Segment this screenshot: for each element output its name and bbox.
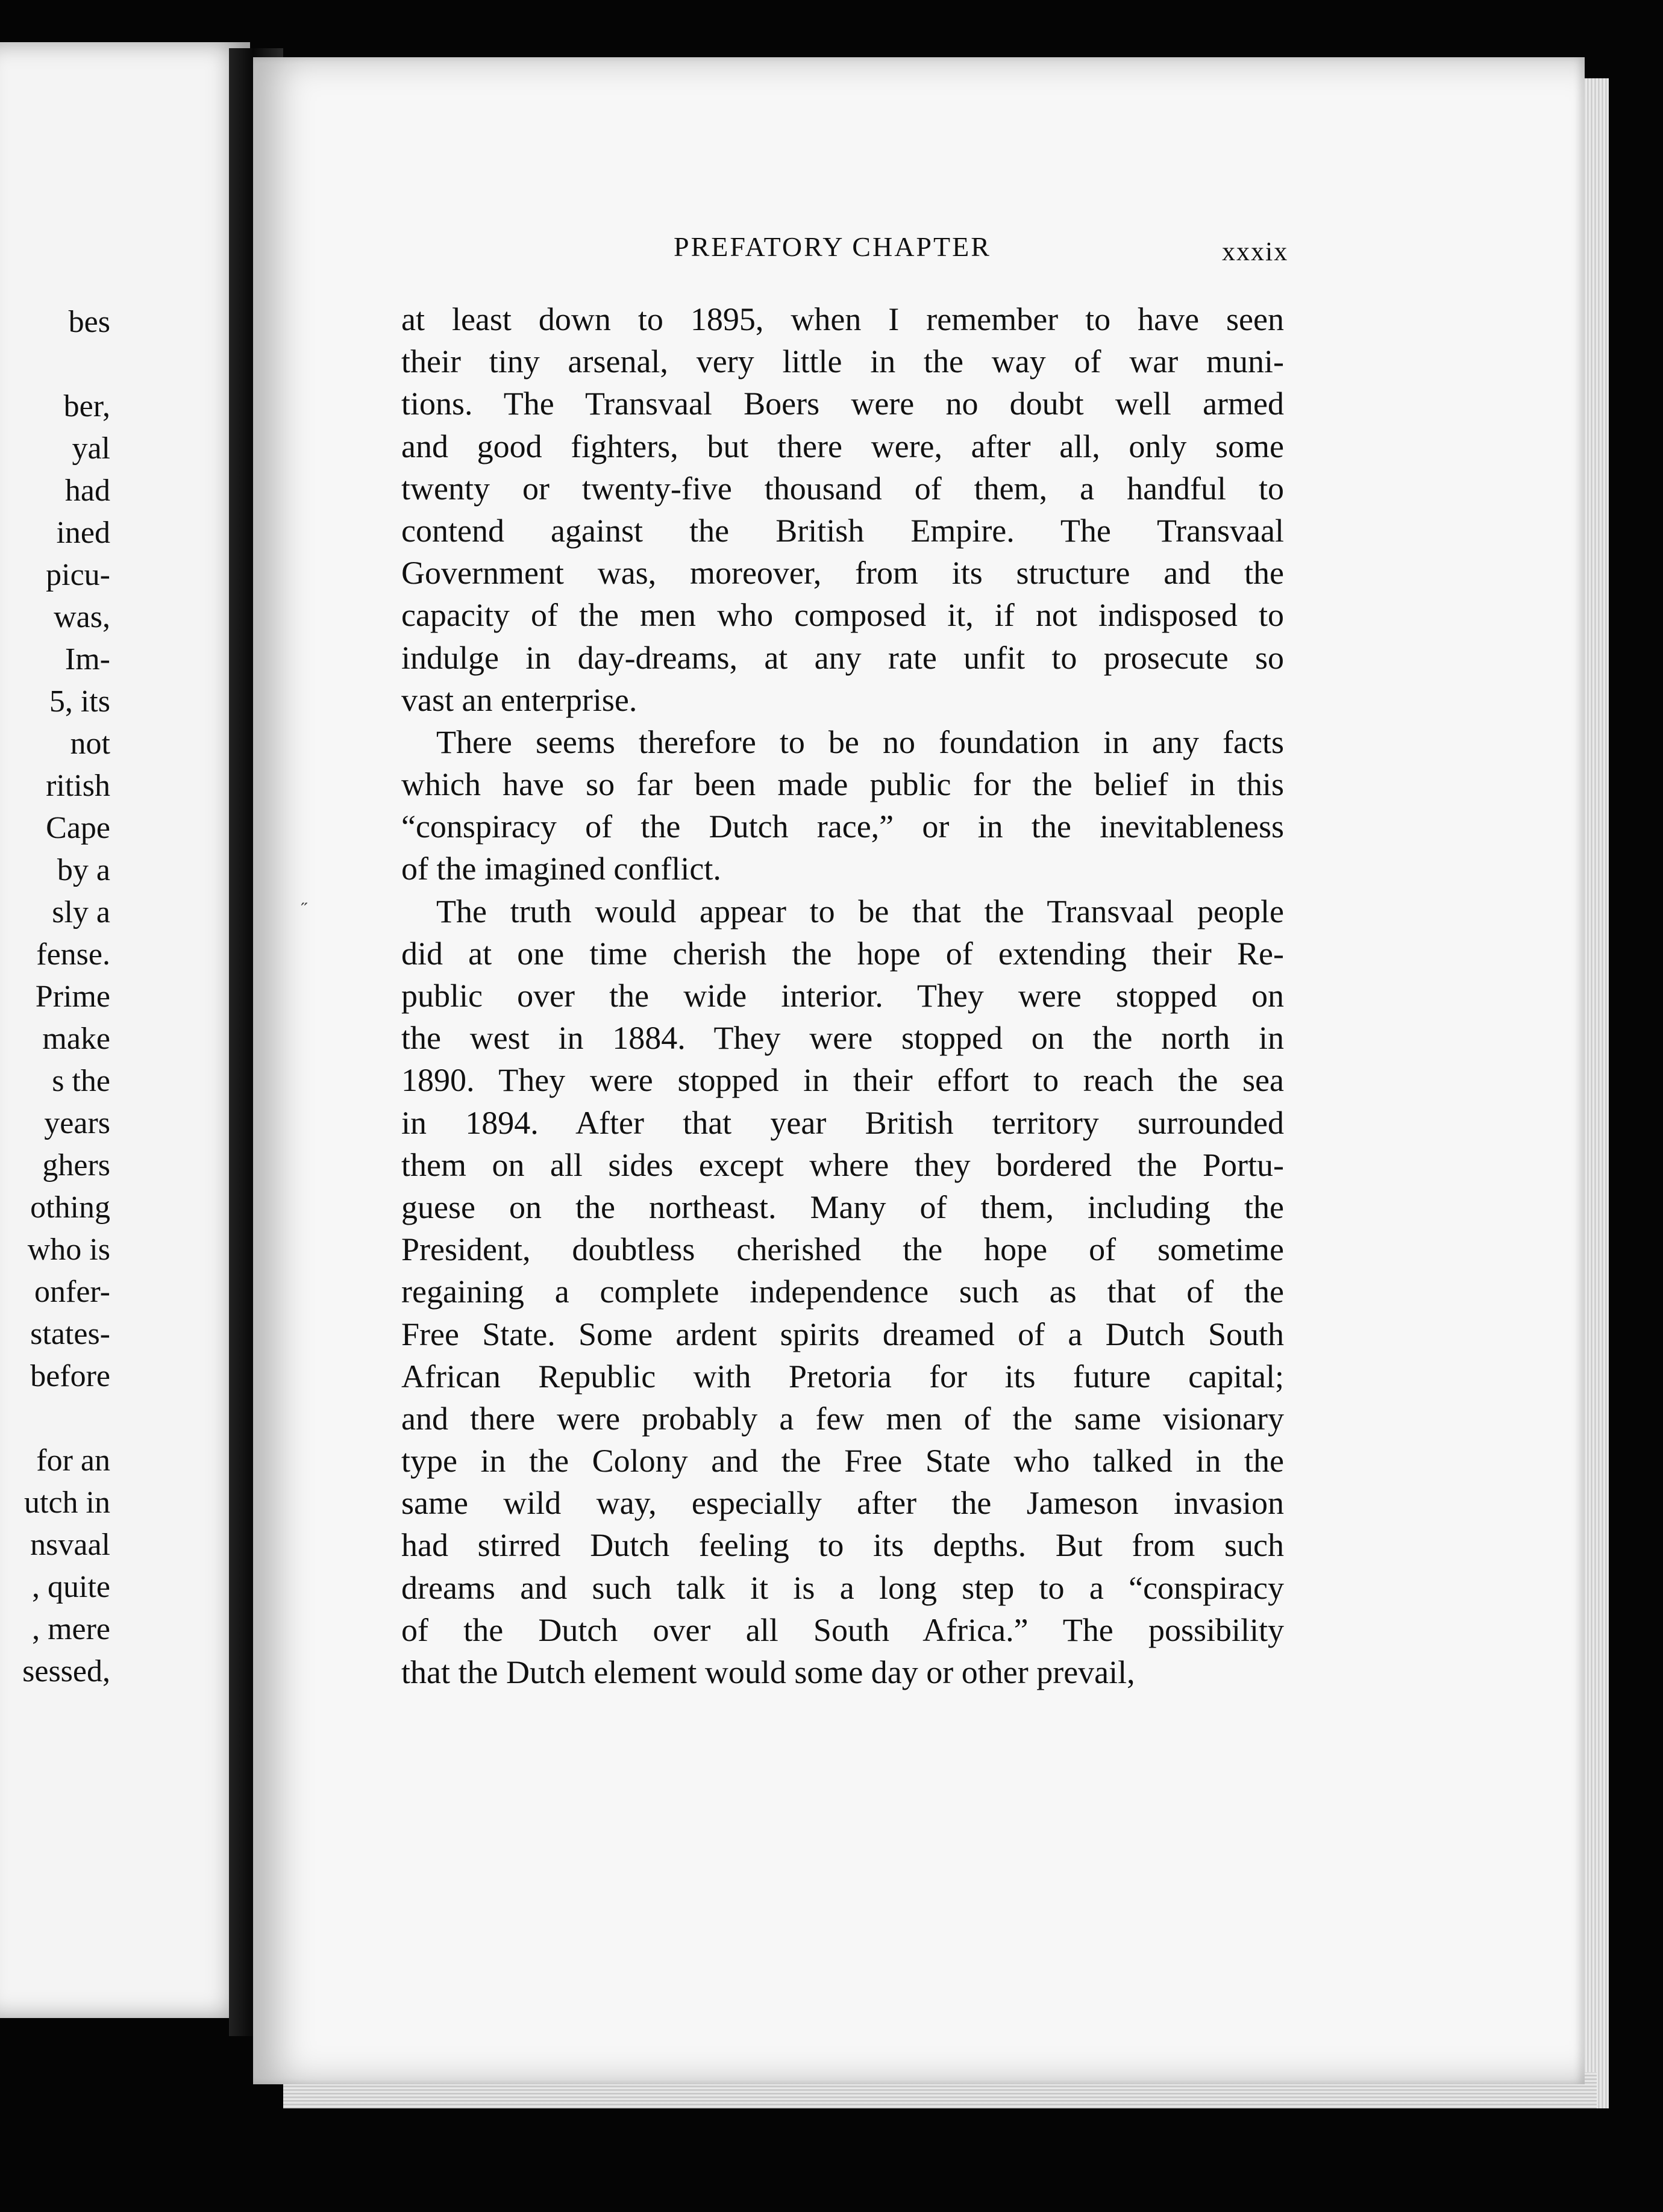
page-number: xxxix xyxy=(1222,237,1289,266)
text-line: and good fighters, but there were, after all, only some xyxy=(401,428,1284,464)
text-line: dreams and such talk it is a long step to a “conspiracy xyxy=(401,1569,1284,1606)
text-line: twenty or twenty-five thousand of them, a handful to xyxy=(401,470,1284,507)
facing-page-line: was, xyxy=(54,600,110,634)
facing-page-line: years xyxy=(44,1106,110,1140)
facing-page-line: picu- xyxy=(46,558,110,592)
text-line: 1890. They were stopped in their effort to reach the sea xyxy=(401,1062,1284,1099)
text-line: African Republic with Pretoria for its future capital; xyxy=(401,1358,1284,1395)
facing-page-line: had xyxy=(64,473,110,508)
text-line: same wild way, especially after the Jameson invasion xyxy=(401,1485,1284,1522)
text-line: The truth would appear to be that the Transvaal people xyxy=(436,893,1284,929)
facing-page-line: othing xyxy=(30,1190,110,1225)
facing-page-line: nsvaal xyxy=(30,1528,110,1562)
text-line: and there were probably a few men of the same visionary xyxy=(401,1400,1284,1437)
text-line: of the Dutch over all South Africa.” The possibility xyxy=(401,1611,1284,1648)
text-line: President, doubtless cherished the hope of sometime xyxy=(401,1231,1284,1268)
facing-page-line: bes xyxy=(68,305,110,339)
facing-page-line: utch in xyxy=(24,1486,110,1520)
facing-page-line: by a xyxy=(57,853,110,887)
facing-page-line: ghers xyxy=(42,1148,110,1183)
facing-page-line: sessed, xyxy=(22,1654,110,1689)
facing-page-line: not xyxy=(70,726,110,761)
text-line: Free State. Some ardent spirits dreamed of a Dutch South xyxy=(401,1316,1284,1352)
text-line: contend against the British Empire. The Transvaal xyxy=(401,512,1284,549)
text-line: “conspiracy of the Dutch race,” or in the inevitableness xyxy=(401,808,1284,845)
text-line: There seems therefore to be no foundation in any facts xyxy=(436,723,1284,760)
text-line: of the imagined conflict. xyxy=(401,851,721,887)
facing-page-line: s the xyxy=(52,1064,110,1098)
facing-page-line: Prime xyxy=(35,979,110,1014)
text-line: their tiny arsenal, very little in the way of war muni- xyxy=(401,343,1284,380)
facing-page-line: sly a xyxy=(52,895,110,929)
facing-page xyxy=(0,42,250,2018)
facing-page-line: Cape xyxy=(46,811,110,845)
facing-page-line: ber, xyxy=(63,389,110,423)
facing-page-line: Im- xyxy=(64,642,110,676)
text-line: public over the wide interior. They were stopped on xyxy=(401,978,1284,1014)
facing-page-line: , quite xyxy=(32,1570,110,1604)
text-line: which have so far been made public for the belief in this xyxy=(401,766,1284,803)
facing-page-line: for an xyxy=(36,1443,110,1478)
text-line: at least down to 1895, when I remember to have seen xyxy=(401,301,1284,337)
text-line: that the Dutch element would some day or other prevail, xyxy=(401,1654,1135,1690)
text-line: capacity of the men who composed it, if not indisposed to xyxy=(401,597,1284,634)
facing-page-line: ined xyxy=(56,516,110,550)
text-line: regaining a complete independence such as that of the xyxy=(401,1273,1284,1310)
text-line: had stirred Dutch feeling to its depths. But from such xyxy=(401,1527,1284,1564)
text-line: Government was, moreover, from its structure and the xyxy=(401,555,1284,592)
stray-mark: ˶ xyxy=(301,892,307,911)
text-line: vast an enterprise. xyxy=(401,681,637,718)
facing-page-line: ritish xyxy=(46,769,110,803)
facing-page-line: before xyxy=(30,1359,110,1393)
text-line: the west in 1884. They were stopped on the north in xyxy=(401,1020,1284,1057)
running-head: PREFATORY CHAPTER xyxy=(674,231,991,262)
body-text xyxy=(401,298,1284,1693)
facing-page-line: onfer- xyxy=(34,1275,110,1309)
facing-page-line: , mere xyxy=(32,1612,110,1646)
facing-page-line: yal xyxy=(72,431,110,466)
text-line: them on all sides except where they bordered the Portu- xyxy=(401,1146,1284,1183)
facing-page-line: who is xyxy=(27,1233,110,1267)
facing-page-line: 5, its xyxy=(49,684,110,719)
text-line: type in the Colony and the Free State who talked in the xyxy=(401,1443,1284,1479)
text-line: guese on the northeast. Many of them, including the xyxy=(401,1189,1284,1225)
facing-page-line: states- xyxy=(30,1317,110,1351)
facing-page-line: fense. xyxy=(36,937,110,972)
text-line: tions. The Transvaal Boers were no doubt well armed xyxy=(401,386,1284,422)
text-line: indulge in day-dreams, at any rate unfit to prosecute so xyxy=(401,639,1284,676)
text-line: in 1894. After that year British territory surrounded xyxy=(401,1104,1284,1141)
facing-page-line: make xyxy=(42,1022,110,1056)
text-line: did at one time cherish the hope of extending their Re- xyxy=(401,935,1284,972)
